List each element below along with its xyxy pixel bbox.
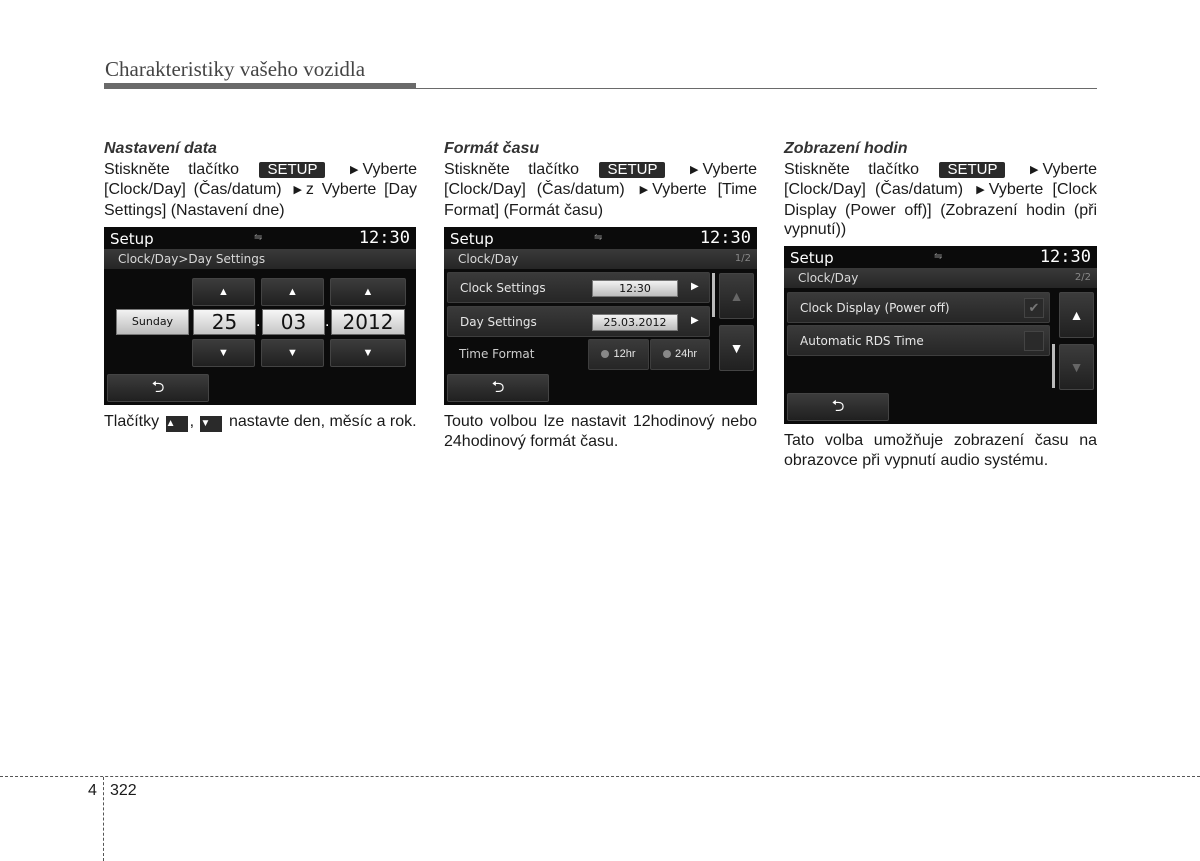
screen-title: Setup (790, 249, 834, 267)
back-button[interactable] (447, 374, 549, 402)
screen-clock-day-1 (444, 227, 757, 405)
radio-icon (601, 350, 609, 358)
screen-day-settings (104, 227, 416, 405)
screen-clock-day-2 (784, 246, 1097, 424)
format-12hr-option[interactable]: 12hr (588, 339, 649, 370)
breadcrumb-bar (104, 249, 416, 269)
breadcrumb: Clock/Day (458, 252, 519, 266)
month-down-button[interactable]: ▼ (261, 339, 324, 367)
breadcrumb-bar (444, 249, 757, 269)
arrow-right-icon: ▶ (293, 184, 302, 196)
instruction-text: Stiskněte tlačítko SETUP ▶ Vyberte [Clock/Day] (Čas/datum) ▶ Vyberte [Time Format] (Formát času) (444, 160, 757, 219)
breadcrumb: Clock/Day (798, 271, 859, 285)
breadcrumb-bar (784, 268, 1097, 288)
format-24hr-option[interactable]: 24hr (650, 339, 710, 370)
section-heading: Zobrazení hodin (784, 140, 908, 157)
section-heading: Nastavení data (104, 140, 217, 157)
month-up-button[interactable]: ▲ (261, 278, 324, 306)
description-text: Tato volba umožňuje zobrazení času na obrazovce při vypnutí audio systému. (784, 432, 1097, 469)
arrow-right-icon: ▶ (349, 163, 359, 176)
back-icon: ⮌ (491, 379, 505, 396)
setup-key-label: SETUP (599, 162, 665, 178)
screen-title: Setup (110, 230, 154, 248)
down-arrow-icon: ▼ (200, 416, 222, 432)
setup-key-label: SETUP (259, 162, 325, 178)
date-separator: . (325, 313, 330, 330)
arrow-right-icon: ▶ (976, 184, 985, 196)
screen-title: Setup (450, 230, 494, 248)
up-arrow-icon: ▲ (166, 416, 188, 432)
column-clock-display-after (784, 431, 1097, 470)
day-down-button[interactable]: ▼ (192, 339, 255, 367)
scroll-up-button[interactable]: ▲ (1059, 292, 1094, 338)
page-indicator: 2/2 (1074, 272, 1091, 283)
day-field[interactable]: 25 (193, 309, 256, 335)
description-text: Tlačítky ▲ , ▼ nastavte den, měsíc a rok. (104, 413, 417, 430)
checkbox-icon[interactable] (1024, 331, 1044, 351)
breadcrumb: Clock/Day>Day Settings (118, 252, 266, 266)
column-date-settings-after (104, 412, 417, 432)
back-icon: ⮌ (151, 379, 165, 396)
scroll-up-button[interactable]: ▲ (719, 273, 754, 319)
scrollbar[interactable] (1052, 344, 1055, 388)
screen-clock: 12:30 (358, 228, 410, 248)
clock-value: 12:30 (592, 280, 678, 297)
date-separator: . (256, 313, 261, 330)
clock-settings-row[interactable]: Clock Settings 12:30 ▶ (447, 272, 710, 303)
column-clock-display (784, 139, 1097, 240)
year-up-button[interactable]: ▲ (330, 278, 406, 306)
scrollbar[interactable] (712, 273, 715, 317)
clock-display-row[interactable]: Clock Display (Power off) ✔ (787, 292, 1050, 323)
time-format-row: Time Format (459, 347, 535, 361)
page-header-title: Charakteristiky vašeho vozidla (105, 57, 366, 81)
description-text: Touto volbou lze nastavit 12hodinový nebo 24hodinový formát času. (444, 413, 757, 450)
column-date-settings (104, 139, 417, 220)
rds-time-row[interactable]: Automatic RDS Time (787, 325, 1050, 356)
chevron-right-icon: ▶ (691, 315, 699, 326)
usb-icon: ⇋ (254, 232, 263, 243)
day-settings-row[interactable]: Day Settings 25.03.2012 ▶ (447, 306, 710, 337)
usb-icon: ⇋ (594, 232, 603, 243)
screen-clock: 12:30 (1039, 247, 1091, 267)
month-field[interactable]: 03 (262, 309, 325, 335)
header-rule-thin (104, 88, 1097, 89)
chapter-number: 4 (88, 782, 97, 799)
arrow-right-icon: ▶ (1029, 163, 1039, 176)
instruction-text: Stiskněte tlačítko SETUP ▶ Vyberte [Clock/Day] (Čas/datum) ▶ z Vyberte [Day Settings] (Nastavení dne) (104, 160, 417, 219)
arrow-right-icon: ▶ (639, 184, 649, 196)
year-field[interactable]: 2012 (331, 309, 405, 335)
column-time-format (444, 139, 757, 220)
instruction-text: Stiskněte tlačítko SETUP ▶ Vyberte [Clock/Day] (Čas/datum) ▶ Vyberte [Clock Display (Power off)] (Zobrazení hodin (při vypnutí)) (784, 160, 1097, 238)
back-button[interactable] (787, 393, 889, 421)
weekday-display: Sunday (116, 309, 189, 335)
radio-icon (663, 350, 671, 358)
back-icon: ⮌ (831, 398, 845, 415)
year-down-button[interactable]: ▼ (330, 339, 406, 367)
screen-clock: 12:30 (699, 228, 751, 248)
footer-divider (103, 777, 104, 861)
checkbox-checked-icon[interactable]: ✔ (1024, 298, 1044, 318)
page-indicator: 1/2 (734, 253, 751, 264)
arrow-right-icon: ▶ (689, 163, 699, 176)
section-heading: Formát času (444, 140, 540, 157)
scroll-down-button[interactable]: ▼ (719, 325, 754, 371)
chevron-right-icon: ▶ (691, 281, 699, 292)
setup-key-label: SETUP (939, 162, 1005, 178)
usb-icon: ⇋ (934, 251, 943, 262)
date-value: 25.03.2012 (592, 314, 678, 331)
scroll-down-button[interactable]: ▼ (1059, 344, 1094, 390)
page-number: 322 (110, 782, 137, 799)
footer-rule (0, 776, 1200, 777)
back-button[interactable] (107, 374, 209, 402)
column-time-format-after (444, 412, 757, 451)
day-up-button[interactable]: ▲ (192, 278, 255, 306)
